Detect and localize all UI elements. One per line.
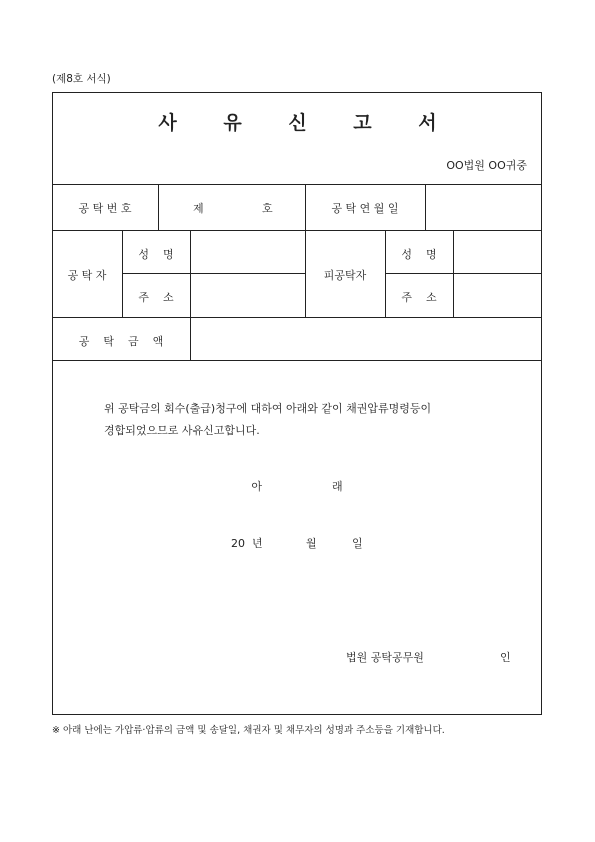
- depositor-label: 공 탁 자: [67, 269, 107, 282]
- depositee-label: 피공탁자: [323, 269, 367, 282]
- deposit-amount-label: 공 탁 금 액: [78, 335, 164, 348]
- divider: [425, 184, 426, 230]
- deposit-number-label: 공 탁 번 호: [78, 202, 132, 215]
- je-label: 제: [193, 202, 204, 215]
- page-title: 사 유 신 고 서: [158, 112, 457, 134]
- divider: [52, 184, 542, 185]
- divider: [385, 273, 542, 274]
- report-statement: [104, 398, 514, 442]
- divider: [190, 230, 191, 360]
- divider: [52, 360, 542, 361]
- depositee-name-label: 성 명: [401, 248, 437, 261]
- deposit-date-label: 공 탁 연 월 일: [331, 202, 399, 215]
- court-line: OO법원 OO귀중: [446, 159, 527, 172]
- date-month: 월: [306, 537, 317, 550]
- officer-label: 법원 공탁공무원: [346, 651, 424, 664]
- statement-line-1: 위 공탁금의 회수(출급)청구에 대하여 아래와 같이 채권압류명령등이: [104, 402, 432, 415]
- depositor-address-label: 주 소: [138, 291, 174, 304]
- footnote: ※ 아래 난에는 가압류·압류의 금액 및 송달일, 채권자 및 채무자의 성명과 주소등을 기재합니다.: [52, 725, 445, 736]
- divider: [158, 184, 159, 230]
- date-day: 일: [352, 537, 363, 550]
- ho-label: 호: [262, 202, 273, 215]
- divider: [52, 317, 542, 318]
- depositor-name-label: 성 명: [138, 248, 174, 261]
- seal-mark: 인: [500, 651, 511, 664]
- statement-line-2: 경합되었으므로 사유신고합니다.: [104, 424, 260, 437]
- depositee-address-label: 주 소: [401, 291, 437, 304]
- date-year: 20 년: [231, 537, 263, 550]
- divider: [52, 230, 542, 231]
- divider: [122, 273, 305, 274]
- below-heading: 아 래: [251, 480, 343, 493]
- form-number: (제8호 서식): [52, 73, 111, 85]
- divider: [453, 230, 454, 317]
